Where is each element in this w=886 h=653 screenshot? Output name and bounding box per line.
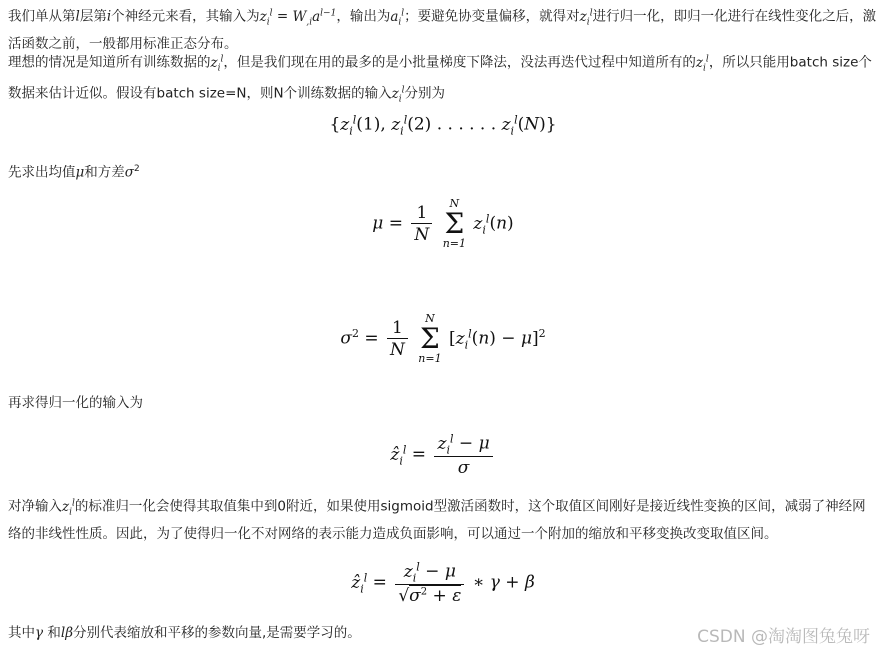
intro-paragraph-1: 我们单从第l层第i个神经元来看，其输入为$z_i^l = W_{,i}a^{l-1}$，输出为$a_i^l$；要避免协变量偏移，就得对$z_i^l$进行归一化，即归一化进行在线性变化之后，激活函数之前，一般都用标准正态分布。 xyxy=(8,8,877,53)
parameters-note: 其中γ 和lβ分别代表缩放和平移的参数向量,是需要学习的。 xyxy=(8,625,361,641)
normalized-intro: 再求得归一化的输入为 xyxy=(8,395,143,411)
watermark: CSDN @淘淘图兔兔呀 xyxy=(697,627,870,647)
mean-variance-intro: 先求出均值μ和方差$\sigma^2$ xyxy=(8,164,140,181)
equation-normalized: ẑ$_i^l$ = $\frac{z_i^l - \mu}{\sigma}$ xyxy=(0,432,886,478)
equation-batch-set: {$z_i^l(1)$, $z_i^l(2)$ . . . . . . $z_i^l(N)$} xyxy=(329,113,557,138)
intro-paragraph-2: 理想的情况是知道所有训练数据的$z_i^l$，但是我们现在用的最多的是小批量梯度下降法，没法再迭代过程中知道所有的$z_i^l$，所以只能用batch size个数据来估计近似。假设有batch size=N，则N个训练数据的输入$z_i^l$分别为 xyxy=(8,54,872,105)
discussion-paragraph: 对净输入$z_i^l$的标准归一化会使得其取值集中到0附近，如果使用sigmoid型激活函数时，这个取值区间刚好是接近线性变换的区间，减弱了神经网络的非线性性质。因此，为了使得归一化不对网络的表示能力造成负面影响，可以通过一个附加的缩放和平移变换改变取值区间。 xyxy=(8,498,866,543)
equation-scale-shift: ẑ$_i^l$ = $\frac{z_i^l - \mu}{√\sigma^2 + \varepsilon}$ ∗ γ + β xyxy=(351,560,535,607)
equation-variance: $\sigma^2$ = $\frac{1}{N}$ N Σ n=1 $[z_i^l(n) - \mu]^2$ xyxy=(340,312,546,365)
equation-mean: μ = $\frac{1}{N}$ N Σ n=1 $z_i^l(n)$ xyxy=(372,197,514,250)
